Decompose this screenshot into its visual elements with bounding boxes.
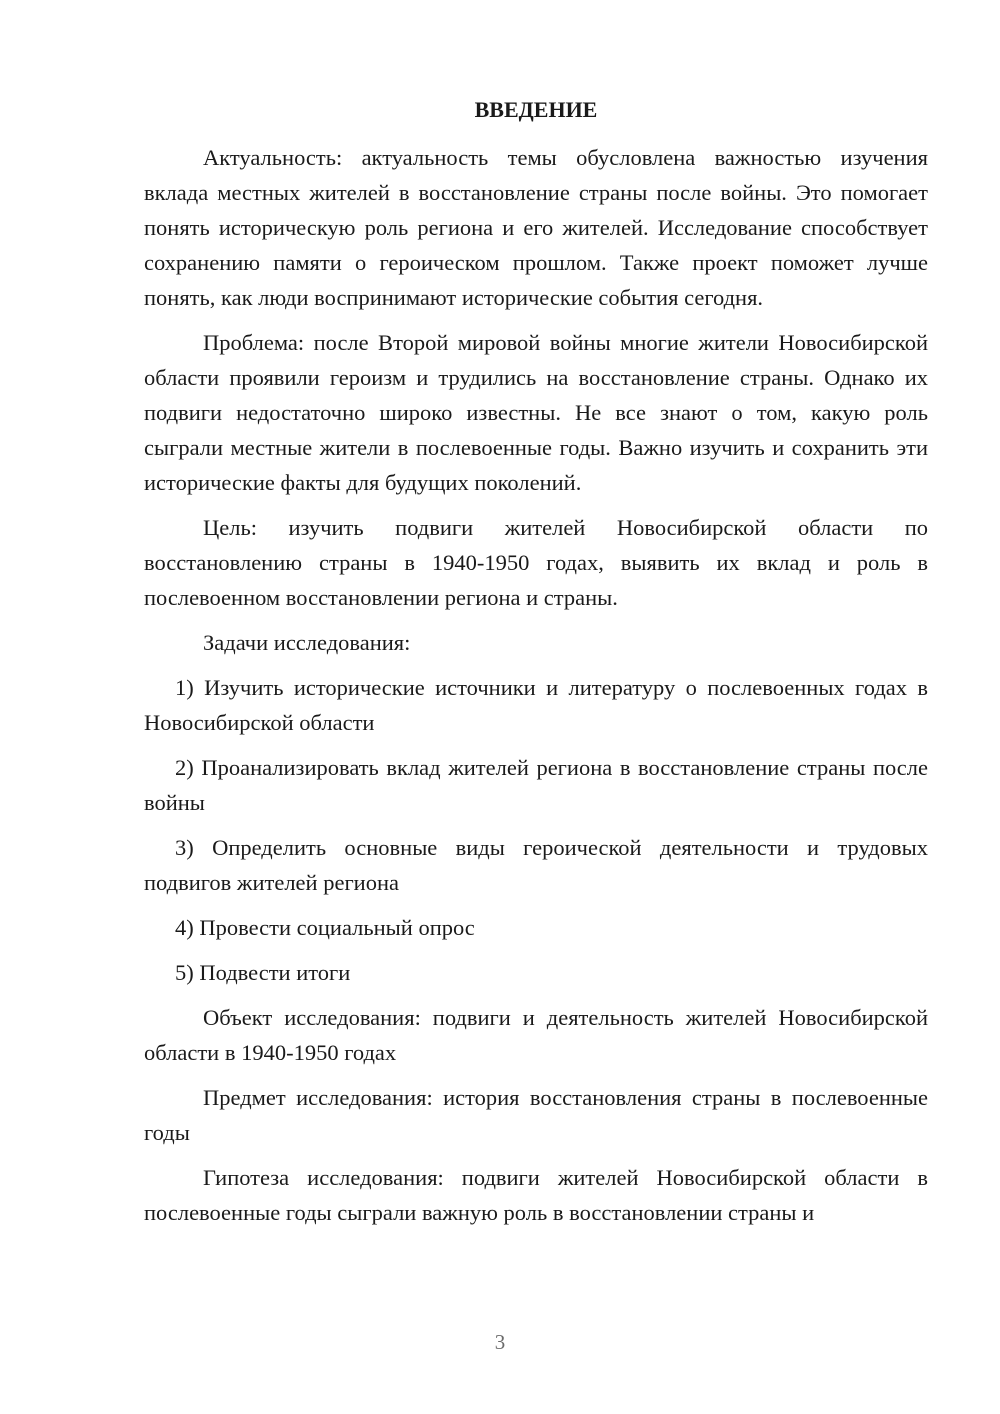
task-item: 1) Изучить исторические источники и литературу о послевоенных годах в Новосибирской области <box>144 675 928 735</box>
object-paragraph: Объект исследования: подвиги и деятельность жителей Новосибирской области в 1940-1950 годах <box>144 1005 928 1065</box>
hypothesis-paragraph: Гипотеза исследования: подвиги жителей Новосибирской области в послевоенные годы сыграли важную роль в восстановлении страны и <box>144 1165 928 1225</box>
section-heading: ВВЕДЕНИЕ <box>474 97 598 122</box>
relevance-paragraph: Актуальность: актуальность темы обусловлена важностью изучения вклада местных жителей в восстановление страны после войны. Это помогает понять историческую роль региона и его жителей. Исследование способствует сохранению памяти о героическом прошлом. Также проект поможет лучше понять, как люди воспринимают исторические события сегодня. <box>144 145 928 310</box>
page-number: 3 <box>494 1330 506 1354</box>
task-item: 5) Подвести итоги <box>175 960 351 985</box>
tasks-heading: Задачи исследования: <box>203 630 411 655</box>
task-item: 3) Определить основные виды героической деятельности и трудовых подвигов жителей региона <box>144 835 928 895</box>
task-item: 4) Провести социальный опрос <box>175 915 475 940</box>
task-item: 2) Проанализировать вклад жителей региона в восстановление страны после войны <box>144 755 928 815</box>
goal-paragraph: Цель: изучить подвиги жителей Новосибирской области по восстановлению страны в 1940-1950 годах, выявить их вклад и роль в послевоенном восстановлении региона и страны. <box>144 515 928 610</box>
document-page <box>144 92 928 1240</box>
subject-paragraph: Предмет исследования: история восстановления страны в послевоенные годы <box>144 1085 928 1145</box>
problem-paragraph: Проблема: после Второй мировой войны многие жители Новосибирской области проявили героизм и трудились на восстановление страны. Однако их подвиги недостаточно широко известны. Не все знают о том, какую роль сыграли местные жители в послевоенные годы. Важно изучить и сохранить эти исторические факты для будущих поколений. <box>144 330 928 495</box>
